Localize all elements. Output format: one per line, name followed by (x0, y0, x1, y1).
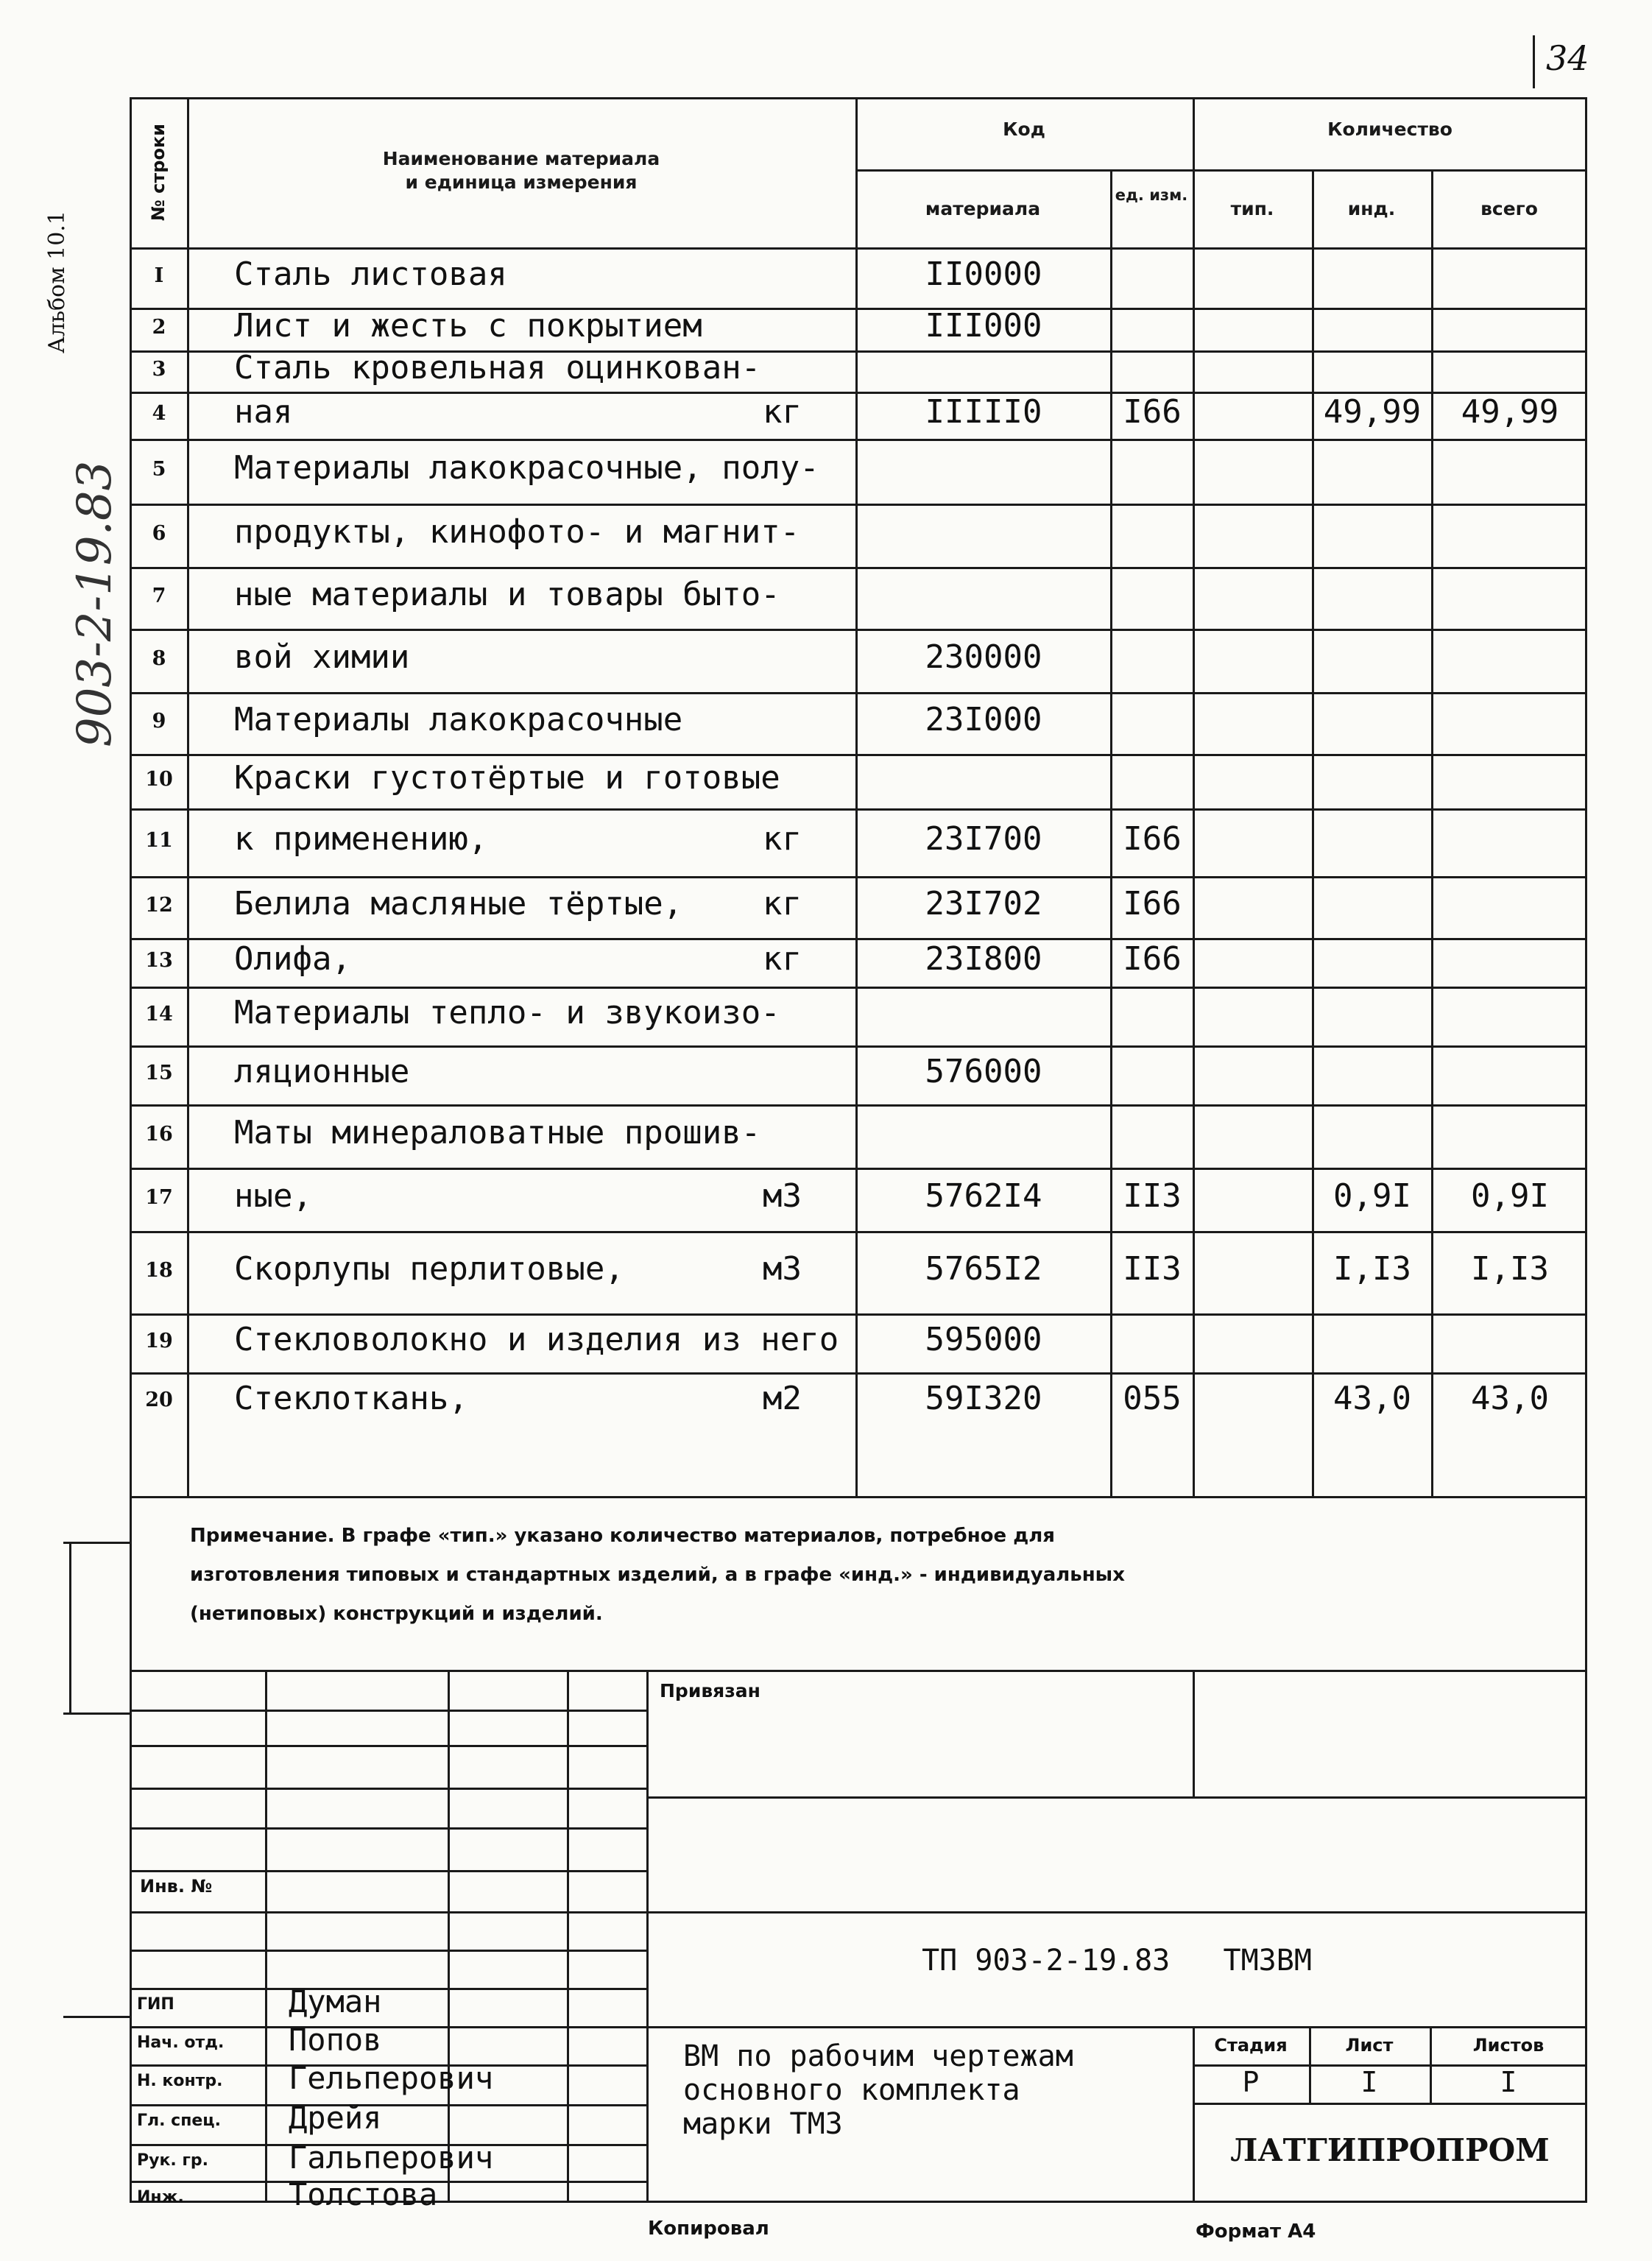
material-name: ные, (234, 1177, 312, 1215)
row-number: 20 (145, 1389, 173, 1411)
stage-label: Стадия (1214, 2035, 1288, 2056)
signature-role: Рук. гр. (137, 2151, 209, 2170)
drawing-title-line-3: марки ТМЗ (683, 2107, 843, 2141)
material-name: ные материалы и товары быто- (234, 576, 780, 613)
note-line-2: изготовления типовых и стандартных изделий, а в графе «инд.» - индивидуальных (190, 1564, 1125, 1586)
format-label: Формат А4 (1196, 2221, 1316, 2243)
row-number: 15 (145, 1062, 173, 1084)
material-unit: м3 (763, 1177, 802, 1215)
signature-role: ГИП (137, 1995, 174, 2014)
signature-name: Гальперович (289, 2140, 494, 2176)
note (190, 1517, 1125, 1634)
code-unit-header: ед. изм. (1115, 186, 1188, 204)
material-code: III000 (925, 307, 1042, 345)
row-number: I (154, 264, 164, 287)
unit-code: II3 (1123, 1177, 1182, 1215)
qty-ind: 43,0 (1333, 1380, 1411, 1417)
drawing-title-line-1: ВМ по рабочим чертежам (683, 2039, 1073, 2073)
material-unit: кг (763, 393, 802, 431)
material-name: ная (234, 393, 293, 431)
qty-total: 49,99 (1461, 393, 1559, 431)
qty-ind-header: инд. (1347, 198, 1396, 219)
material-code: II0000 (925, 255, 1042, 293)
row-number: 17 (145, 1186, 173, 1209)
sheets-label: Листов (1472, 2035, 1545, 2056)
name-header: Наименование материала и единица измерения (382, 148, 660, 193)
note-line-1: Примечание. В графе «тип.» указано количество материалов, потребное для (190, 1525, 1055, 1547)
material-code: IIIII0 (925, 393, 1042, 431)
material-unit: кг (763, 940, 802, 978)
qty-ind: I,I3 (1333, 1250, 1411, 1288)
material-name: продукты, кинофото- и магнит- (234, 513, 800, 551)
row-number: 18 (145, 1259, 173, 1282)
material-unit: м3 (763, 1250, 802, 1288)
material-code: 5762I4 (925, 1177, 1042, 1215)
document-code: ТП 903-2-19.83 ТМЗВМ (922, 1944, 1312, 1978)
row-number: 5 (152, 458, 166, 481)
material-name: Белила масляные тёртые, (234, 885, 683, 923)
row-number: 11 (145, 829, 173, 852)
row-number-header: № строки (148, 123, 169, 222)
signature-name: Думан (289, 1983, 382, 2020)
sheet-label: Лист (1345, 2035, 1394, 2056)
stage-value: Р (1242, 2066, 1260, 2098)
material-name: Стекловолокно и изделия из него (234, 1321, 839, 1358)
drawing-title (683, 2039, 1073, 2141)
inventory-number-label: Инв. № (140, 1876, 213, 1897)
row-number: 6 (152, 522, 166, 545)
row-number: 2 (152, 316, 166, 339)
material-unit: кг (763, 820, 802, 858)
material-code: 595000 (925, 1321, 1042, 1358)
signature-name: Толстова (289, 2176, 438, 2212)
row-number: 13 (145, 949, 173, 972)
material-name: Краски густотёртые и готовые (234, 759, 780, 797)
signature-name: Дрейя (289, 2100, 382, 2136)
sheets-value: I (1500, 2066, 1517, 2098)
material-code: 576000 (925, 1053, 1042, 1090)
unit-code: I66 (1123, 820, 1182, 858)
sheet-value: I (1360, 2066, 1378, 2098)
unit-code: 055 (1123, 1380, 1182, 1417)
drawing-title-line-2: основного комплекта (683, 2073, 1020, 2107)
material-code: 23I000 (925, 701, 1042, 738)
signature-name: Гельперович (289, 2060, 494, 2096)
copied-label: Копировал (648, 2218, 769, 2240)
material-name: вой химии (234, 638, 410, 676)
material-name: Маты минераловатные прошив- (234, 1114, 761, 1151)
material-code: 23I800 (925, 940, 1042, 978)
unit-code: I66 (1123, 940, 1182, 978)
signature-role: Гл. спец. (137, 2112, 221, 2130)
code-material-header: материала (925, 198, 1041, 219)
signature-role: Нач. отд. (137, 2034, 225, 2052)
row-number: 4 (152, 402, 166, 425)
row-number: 19 (145, 1330, 173, 1352)
material-unit: м2 (763, 1380, 802, 1417)
signature-name: Попов (289, 2022, 382, 2058)
row-number: 10 (145, 768, 173, 791)
qty-typ-header: тип. (1230, 198, 1274, 219)
qty-total: 43,0 (1471, 1380, 1549, 1417)
qty-ind: 0,9I (1333, 1177, 1411, 1215)
qty-total-header: всего (1480, 198, 1538, 219)
qty-total: 0,9I (1471, 1177, 1549, 1215)
row-number: 7 (152, 585, 166, 607)
unit-code: I66 (1123, 885, 1182, 923)
material-code: 59I320 (925, 1380, 1042, 1417)
privyazan-label: Привязан (660, 1680, 760, 1701)
row-number: 12 (145, 894, 173, 917)
page-number: 34 (1546, 38, 1589, 78)
material-code: 5765I2 (925, 1250, 1042, 1288)
row-number: 16 (145, 1123, 173, 1146)
material-code: 230000 (925, 638, 1042, 676)
unit-code: II3 (1123, 1250, 1182, 1288)
material-name: Лист и жесть с покрытием (234, 307, 702, 345)
material-unit: кг (763, 885, 802, 923)
signature-role: Н. контр. (137, 2072, 223, 2090)
qty-ind: 49,99 (1323, 393, 1422, 431)
material-name: ляционные (234, 1053, 410, 1090)
material-code: 23I700 (925, 820, 1042, 858)
row-number: 9 (152, 710, 166, 733)
qty-total: I,I3 (1471, 1250, 1549, 1288)
unit-code: I66 (1123, 393, 1182, 431)
row-number: 3 (152, 358, 166, 381)
material-name: к применению, (234, 820, 488, 858)
material-name: Сталь кровельная оцинкован- (234, 349, 761, 387)
note-line-3: (нетиповых) конструкций и изделий. (190, 1603, 603, 1625)
material-name: Скорлупы перлитовые, (234, 1250, 624, 1288)
material-name: Материалы лакокрасочные, полу- (234, 449, 819, 487)
row-number: 14 (145, 1003, 173, 1026)
row-number: 8 (152, 647, 166, 670)
material-code: 23I702 (925, 885, 1042, 923)
material-name: Материалы лакокрасочные (234, 701, 683, 738)
material-name: Сталь листовая (234, 255, 507, 293)
material-name: Олифа, (234, 940, 351, 978)
album-label: Альбом 10.1 (44, 211, 70, 353)
signature-role: Инж. (137, 2188, 184, 2207)
code-header: Код (1003, 119, 1045, 140)
organization-name: ЛАТГИПРОПРОМ (1230, 2132, 1550, 2168)
material-name: Стеклоткань, (234, 1380, 468, 1417)
side-code: 903-2-19.83 (68, 460, 122, 747)
material-name: Материалы тепло- и звукоизо- (234, 994, 780, 1031)
quantity-header: Количество (1327, 119, 1452, 140)
